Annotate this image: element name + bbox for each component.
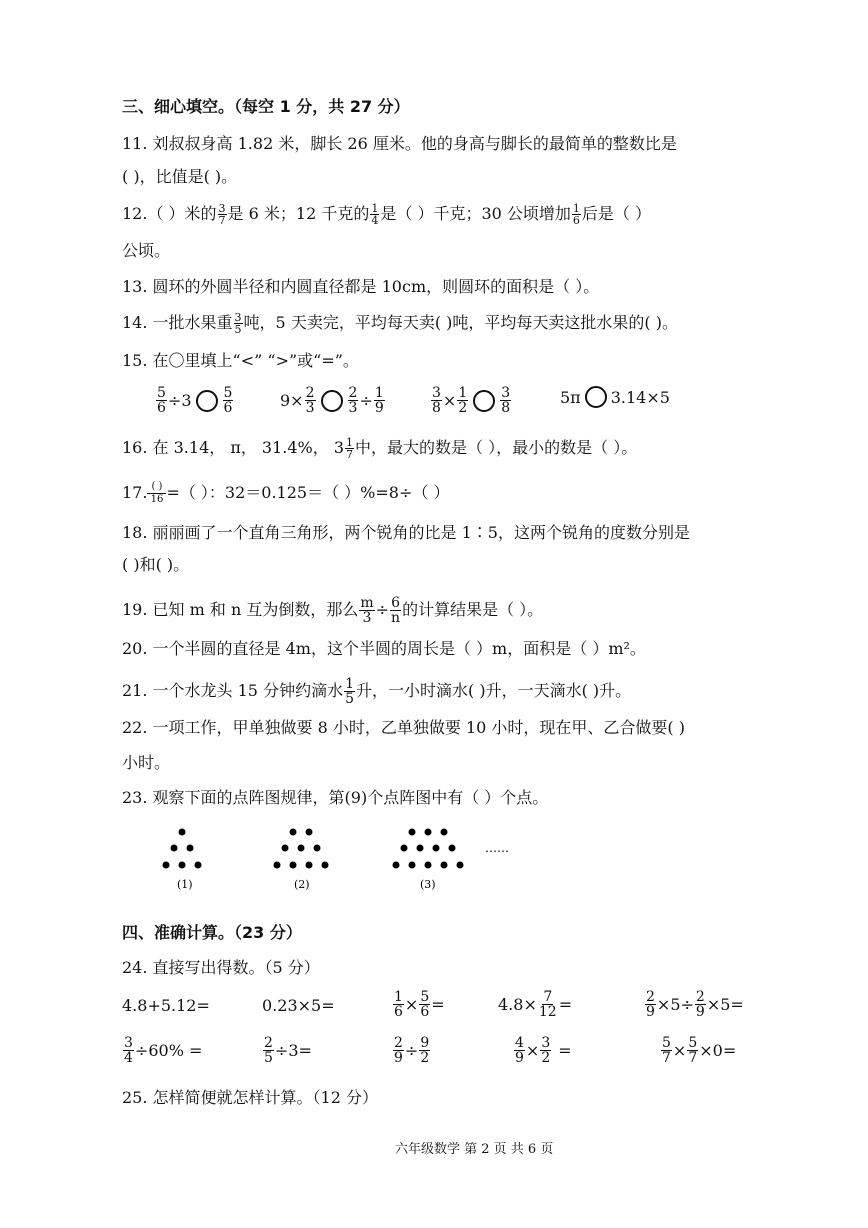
operator-text: ÷60% =	[134, 1041, 203, 1060]
operator-text: =	[431, 995, 445, 1014]
operator-text: ×	[672, 1041, 687, 1060]
operator-text: ÷3=	[274, 1041, 312, 1060]
compare-circle[interactable]	[196, 390, 218, 412]
dot-pattern-2	[274, 829, 329, 869]
fraction: $\frac{3}{8}$	[432, 385, 441, 416]
fraction: $\frac{1}{9}$	[374, 385, 384, 416]
q20: 20. 一个半圆的直径是 4m，这个半圆的周长是（ ）m，面积是（ ）m²。	[122, 639, 646, 658]
operator-text: 4.8×	[498, 995, 537, 1014]
q17-text-b: =（ ）：32＝0.125＝（ ）%=8÷（ ）	[166, 483, 450, 502]
q12-line1	[122, 203, 651, 226]
q19-operator: ÷	[375, 600, 390, 619]
dot-label-3: (3)	[420, 878, 436, 891]
dot-pattern-figure	[155, 822, 520, 894]
q16-fraction: $\frac{1}{7}$	[346, 436, 354, 461]
q21-text-b: 升，一小时滴水( )升，一天滴水( )升。	[356, 681, 632, 700]
dot-label-1: (1)	[177, 878, 193, 891]
q12-fraction-1: $\frac{3}{7}$	[218, 202, 226, 227]
q14-fraction: $\frac{3}{5}$	[234, 311, 242, 336]
fraction: $\frac{2}{3}$	[348, 385, 358, 416]
q24: 24. 直接写出得数。（5 分）	[122, 958, 320, 977]
dot-pattern-3	[393, 829, 464, 869]
fraction: $\frac{3}{4}$	[124, 1035, 133, 1066]
fraction: 5 6	[223, 385, 233, 416]
q17	[122, 481, 449, 506]
dot-label-2: (2)	[294, 878, 310, 891]
q19	[122, 596, 543, 625]
q12-fraction-3: $\frac{1}{6}$	[572, 202, 580, 227]
dot-pattern-1	[163, 829, 202, 869]
operator-text: ÷3	[167, 391, 192, 410]
q14	[122, 312, 678, 335]
fraction: $\frac{1}{2}$	[458, 385, 468, 416]
q16-text-a: 16. 在 3.14， π， 31.4%， 3	[122, 438, 345, 457]
dot-ellipsis: ……	[485, 841, 509, 855]
calc-r1-c4	[498, 990, 572, 1019]
q19-fraction-1: $\frac{m}{3}$	[360, 595, 374, 626]
q14-text-a: 14. 一批水果重	[122, 313, 233, 332]
compare-circle[interactable]	[321, 390, 343, 412]
compare-circle[interactable]	[473, 390, 495, 412]
calc-r1-c5	[644, 990, 744, 1019]
calc-r2-c2	[262, 1036, 312, 1065]
operator-text: ×	[404, 995, 419, 1014]
q11-line2: ( )，比值是( )。	[122, 167, 238, 186]
fraction: $\frac{5}{6}$	[157, 385, 166, 416]
fraction: $\frac{9}{2}$	[420, 1035, 430, 1066]
q16	[122, 437, 637, 460]
fraction: $\frac{7}{12}$	[538, 989, 557, 1020]
operator-text: 9×	[280, 391, 304, 410]
fraction: $\frac{2}{5}$	[264, 1035, 273, 1066]
q15-item-1	[155, 386, 234, 415]
operator-text: ×0=	[699, 1041, 737, 1060]
operator-text: ×	[525, 1041, 540, 1060]
fraction: $\frac{4}{9}$	[515, 1035, 524, 1066]
q12-text-a: 12.（ ）米的	[122, 204, 217, 223]
q14-text-b: 吨，5 天卖完，平均每天卖( )吨，平均每天卖这批水果的( )。	[243, 313, 678, 332]
q12-text-b: 是 6 米；12 千克的	[227, 204, 370, 223]
q15-item-4	[560, 386, 670, 408]
operator-text: 5π	[560, 387, 581, 407]
operator-text: ÷	[359, 391, 373, 410]
q15: 15. 在〇里填上“<” “>”或“=”。	[122, 351, 359, 370]
fraction: $\frac{2}{3}$	[305, 385, 315, 416]
q17-text-a: 17.	[122, 483, 148, 502]
fraction: $\frac{3}{2}$	[541, 1035, 551, 1066]
fraction: $\frac{5}{6}$	[420, 989, 430, 1020]
q11-line1: 11. 刘叔叔身高 1.82 米，脚长 26 厘米。他的身高与脚长的最简单的整数比是	[122, 134, 677, 153]
compare-circle[interactable]	[585, 386, 607, 408]
q12-text-d: 后是（ ）	[581, 204, 651, 223]
q18-line2: ( )和( )。	[122, 555, 190, 574]
operator-text: ÷	[404, 1041, 419, 1060]
q22-line2: 小时。	[122, 753, 171, 772]
q21-fraction: $\frac{1}{5}$	[345, 676, 354, 707]
q21-text-a: 21. 一个水龙头 15 分钟约滴水	[122, 681, 344, 700]
operator-text: ×5=	[706, 995, 744, 1014]
q19-text-b: 的计算结果是（ ）。	[402, 600, 544, 619]
page-footer: 六年级数学 第 2 页 共 6 页	[395, 1142, 554, 1157]
operator-text: ×5÷	[656, 995, 694, 1014]
section4-heading: 四、准确计算。（23 分）	[122, 923, 302, 942]
fraction: $\frac{5}{7}$	[662, 1035, 671, 1066]
fraction: $\frac{5}{7}$	[688, 1035, 698, 1066]
fraction: $\frac{2}{9}$	[646, 989, 655, 1020]
q23: 23. 观察下面的点阵图规律，第(9)个点阵图中有（ ）个点。	[122, 788, 549, 807]
calc-r1-c2: 0.23×5=	[262, 996, 335, 1015]
fraction: $\frac{1}{6}$	[394, 989, 403, 1020]
calc-r2-c1	[122, 1036, 202, 1065]
calc-r2-c3	[392, 1036, 431, 1065]
calc-r1-c1: 4.8+5.12=	[122, 996, 210, 1015]
q12-line2: 公顷。	[122, 241, 171, 260]
fraction: 3 8	[501, 385, 511, 416]
q19-text-a: 19. 已知 m 和 n 互为倒数，那么	[122, 600, 359, 619]
fraction: $\frac{2}{9}$	[394, 1035, 403, 1066]
calc-r2-c4	[513, 1036, 572, 1065]
section3-heading: 三、细心填空。（每空 1 分，共 27 分）	[122, 97, 410, 116]
calc-r1-c3	[392, 990, 445, 1019]
q18-line1: 18. 丽丽画了一个直角三角形，两个锐角的比是 1∶5，这两个锐角的度数分别是	[122, 523, 690, 542]
q16-text-b: 中，最大的数是（ ），最小的数是（ ）。	[355, 438, 638, 457]
operator-text: =	[558, 995, 573, 1014]
q19-fraction-2: $\frac{6}{n}$	[391, 595, 401, 626]
calc-r2-c5	[660, 1036, 736, 1065]
q21	[122, 677, 631, 706]
fraction: $\frac{2}{9}$	[695, 989, 705, 1020]
q22-line1: 22. 一项工作，甲单独做要 8 小时，乙单独做要 10 小时，现在甲、乙合做要( )	[122, 718, 685, 737]
q15-item-2	[280, 386, 386, 415]
operator-text: =	[558, 1041, 572, 1060]
q13: 13. 圆环的外圆半径和内圆直径都是 10cm，则圆环的面积是（ ）。	[122, 277, 600, 296]
operator-text: ×	[442, 391, 457, 410]
q12-text-c: 是（ ）千克；30 公顷增加	[380, 204, 571, 223]
q12-fraction-2: $\frac{1}{4}$	[371, 202, 379, 227]
operator-text: 3.14×5	[610, 387, 670, 407]
q15-item-3	[430, 386, 512, 415]
q17-fraction: ( ) 16	[147, 481, 166, 506]
q25: 25. 怎样简便就怎样计算。（12 分）	[122, 1088, 378, 1107]
